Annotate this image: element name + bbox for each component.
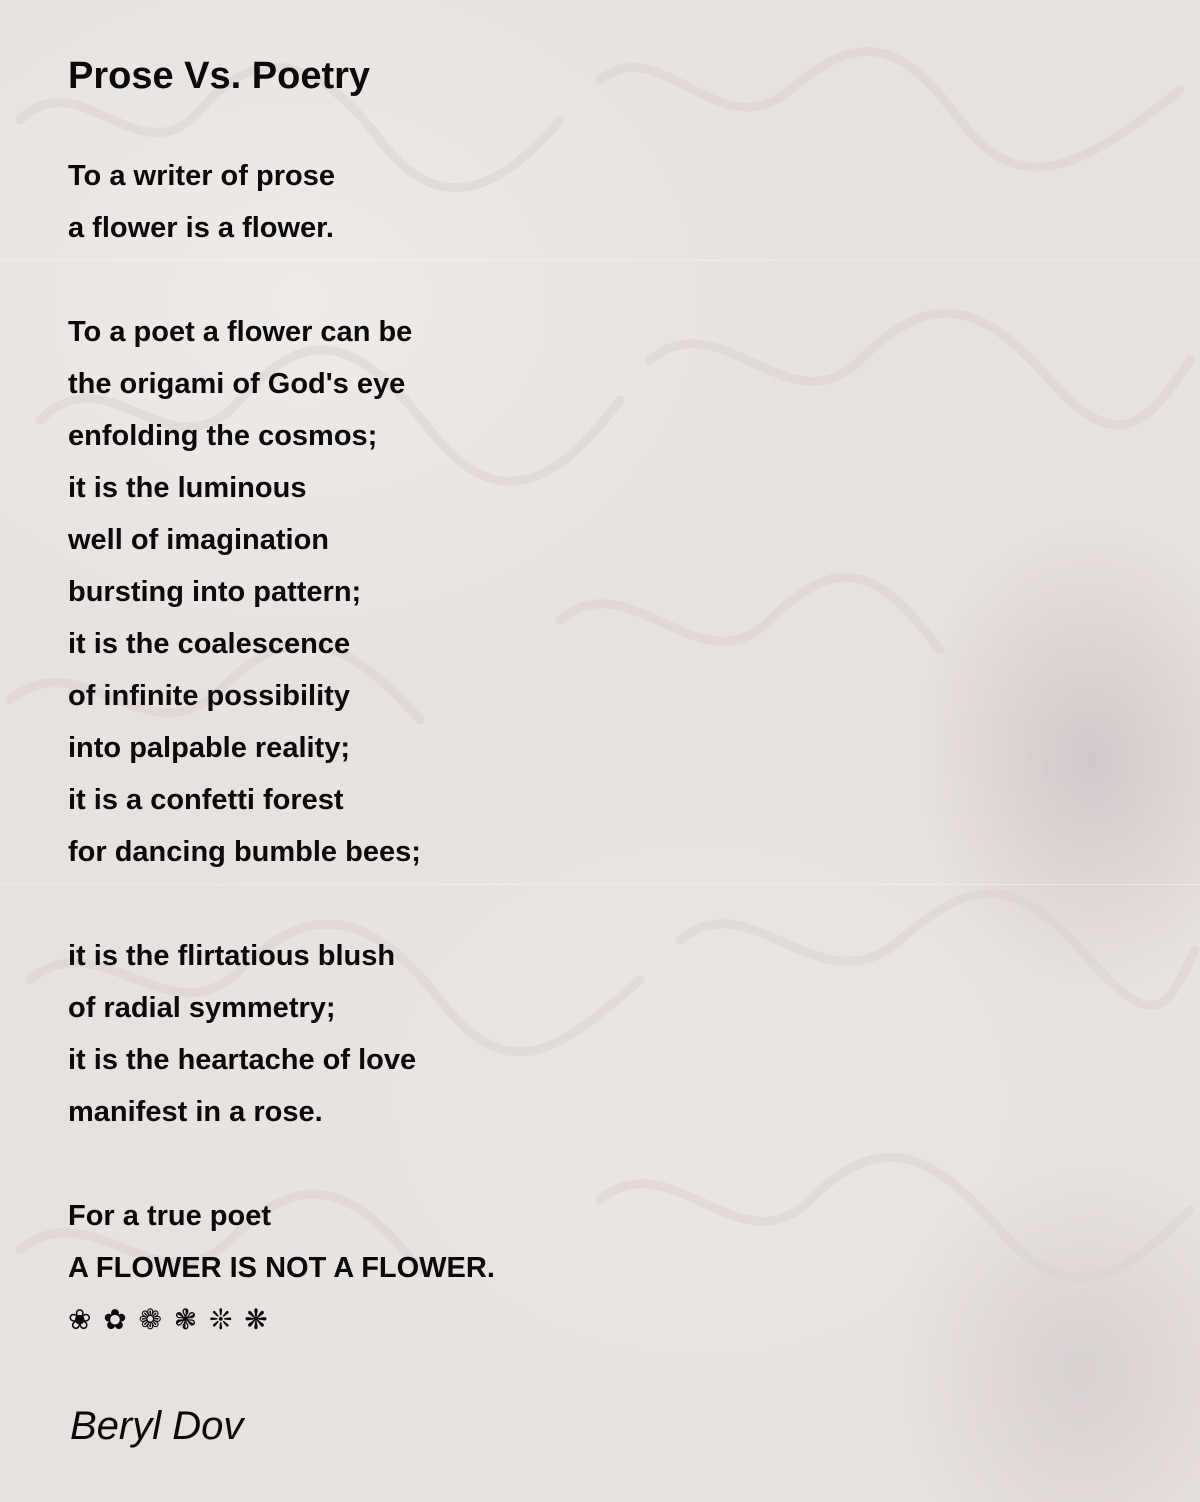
poem-title: Prose Vs. Poetry <box>68 55 371 97</box>
poem-line: it is the luminous <box>68 472 307 504</box>
stanza-break <box>68 1138 495 1190</box>
poem-line: bursting into pattern; <box>68 576 362 608</box>
poem-line: it is the coalescence <box>68 628 351 660</box>
poem-line: well of imagination <box>68 524 330 556</box>
poem-line: a flower is a flower. <box>68 212 334 244</box>
poem-line: enfolding the cosmos; <box>68 420 378 452</box>
poem-line: for dancing bumble bees; <box>68 836 421 868</box>
stanza-break <box>68 878 495 930</box>
poem-line: manifest in a rose. <box>68 1096 323 1128</box>
stanza-break <box>68 254 495 306</box>
poem-author: Beryl Dov <box>70 1404 244 1448</box>
poem-line: into palpable reality; <box>68 732 350 764</box>
poem-line: it is the heartache of love <box>68 1044 417 1076</box>
flower-ornaments: ❀ ✿ ❁ ❃ ❊ ❋ <box>68 1304 270 1335</box>
poem-line: To a poet a flower can be <box>68 316 413 348</box>
poem-line: of radial symmetry; <box>68 992 336 1024</box>
poem-line: the origami of God's eye <box>68 368 406 400</box>
poem-line: For a true poet <box>68 1200 272 1232</box>
poem-line: it is a confetti forest <box>68 784 344 816</box>
poem-line: it is the flirtatious blush <box>68 940 396 972</box>
poem-line: A FLOWER IS NOT A FLOWER. <box>68 1252 495 1284</box>
poem-line: of infinite possibility <box>68 680 350 712</box>
poem-line: To a writer of prose <box>68 160 335 192</box>
poem-body <box>68 150 495 1346</box>
